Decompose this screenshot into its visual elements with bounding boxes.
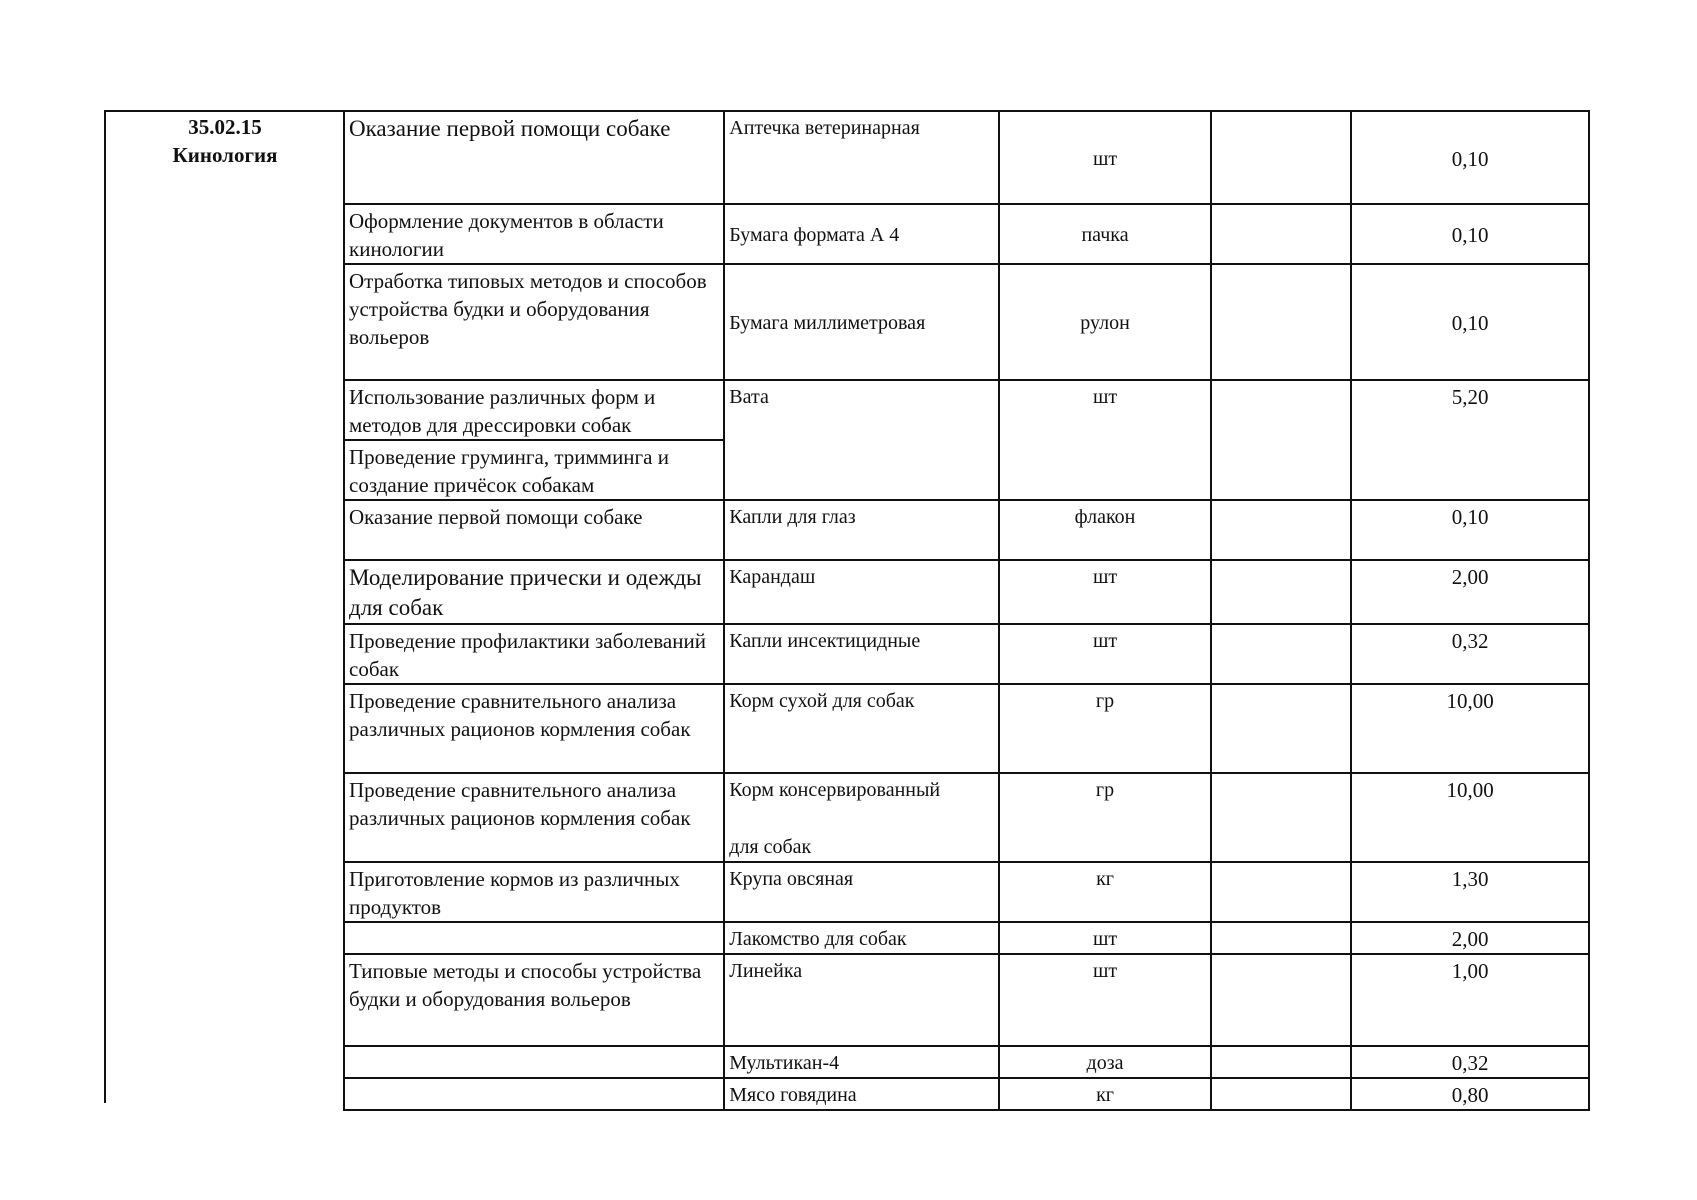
empty-cell	[1211, 264, 1352, 380]
table-row	[344, 684, 1589, 773]
activity-cell: Моделирование прически и одежды для собак	[344, 560, 724, 624]
unit-cell: доза	[999, 1046, 1210, 1078]
material-cell: Бумага формата А 4	[724, 204, 999, 264]
activity-cell: Приготовление кормов из различных продуктов	[344, 862, 724, 922]
unit-cell: флакон	[999, 500, 1210, 560]
table-row	[344, 954, 1589, 1046]
empty-cell	[1211, 954, 1352, 1046]
activity-cell: Отработка типовых методов и способов устройства будки и оборудования вольеров	[344, 264, 724, 380]
activity-cell: Типовые методы и способы устройства будки и оборудования вольеров	[344, 954, 724, 1046]
empty-cell	[1211, 684, 1352, 773]
empty-cell	[1211, 773, 1352, 862]
quantity-cell: 2,00	[1351, 922, 1589, 954]
material-cell: Мясо говядина	[724, 1078, 999, 1110]
material-cell: Бумага миллиметровая	[724, 264, 999, 380]
quantity-cell: 5,20	[1351, 380, 1589, 500]
specialty-cell	[106, 113, 344, 169]
specialty-code: 35.02.15	[188, 115, 262, 139]
material-cell: Крупа овсяная	[724, 862, 999, 922]
table-row	[344, 1046, 1589, 1078]
activity-cell: Проведение груминга, тримминга и создание причёсок собакам	[344, 440, 724, 500]
activity-cell: Проведение сравнительного анализа различных рационов кормления собак	[344, 773, 724, 862]
unit-cell: шт	[999, 380, 1210, 500]
unit-cell: пачка	[999, 204, 1210, 264]
quantity-cell: 0,80	[1351, 1078, 1589, 1110]
empty-cell	[1211, 862, 1352, 922]
table-row	[344, 773, 1589, 862]
table-row	[344, 500, 1589, 560]
material-cell: Корм сухой для собак	[724, 684, 999, 773]
activity-cell: Оказание первой помощи собаке	[344, 500, 724, 560]
quantity-cell: 2,00	[1351, 560, 1589, 624]
table-row	[344, 204, 1589, 264]
empty-cell	[1211, 1046, 1352, 1078]
quantity-cell: 0,10	[1351, 111, 1589, 204]
activity-cell: Проведение профилактики заболеваний собак	[344, 624, 724, 684]
material-cell: Карандаш	[724, 560, 999, 624]
material-cell: Аптечка ветеринарная	[724, 111, 999, 204]
material-line-2: для собак	[729, 836, 812, 858]
activity-cell	[344, 1078, 724, 1110]
unit-cell: шт	[999, 111, 1210, 204]
material-cell: Капли инсектицидные	[724, 624, 999, 684]
quantity-cell: 10,00	[1351, 773, 1589, 862]
quantity-cell: 1,00	[1351, 954, 1589, 1046]
unit-cell: кг	[999, 1078, 1210, 1110]
activity-cell: Использование различных форм и методов для дрессировки собак	[344, 380, 724, 440]
quantity-cell: 0,32	[1351, 624, 1589, 684]
activity-cell: Проведение сравнительного анализа различных рационов кормления собак	[344, 684, 724, 773]
empty-cell	[1211, 111, 1352, 204]
material-cell: Капли для глаз	[724, 500, 999, 560]
material-cell: Линейка	[724, 954, 999, 1046]
unit-cell: шт	[999, 922, 1210, 954]
table-row	[344, 111, 1589, 204]
table-row	[344, 624, 1589, 684]
unit-cell: шт	[999, 954, 1210, 1046]
empty-cell	[1211, 1078, 1352, 1110]
table-row	[344, 560, 1589, 624]
activity-cell: Оформление документов в области кинологии	[344, 204, 724, 264]
quantity-cell: 0,10	[1351, 500, 1589, 560]
unit-cell: рулон	[999, 264, 1210, 380]
table-row	[344, 862, 1589, 922]
table-row	[344, 264, 1589, 380]
empty-cell	[1211, 560, 1352, 624]
specialty-name: Кинология	[172, 143, 278, 167]
table-row	[344, 380, 1589, 440]
empty-cell	[1211, 380, 1352, 500]
quantity-cell: 0,10	[1351, 204, 1589, 264]
material-cell: Мультикан-4	[724, 1046, 999, 1078]
activity-cell	[344, 1046, 724, 1078]
empty-cell	[1211, 500, 1352, 560]
empty-cell	[1211, 204, 1352, 264]
unit-cell: гр	[999, 773, 1210, 862]
activity-cell: Оказание первой помощи собаке	[344, 111, 724, 204]
unit-cell: шт	[999, 624, 1210, 684]
empty-cell	[1211, 922, 1352, 954]
specialty-column-top-border	[104, 110, 344, 112]
table-row	[344, 1078, 1589, 1110]
quantity-cell: 0,10	[1351, 264, 1589, 380]
material-cell	[724, 773, 999, 862]
quantity-cell: 1,30	[1351, 862, 1589, 922]
unit-cell: кг	[999, 862, 1210, 922]
specialty-column-border	[104, 110, 106, 1103]
table-row	[344, 922, 1589, 954]
materials-table	[343, 110, 1590, 1111]
activity-cell	[344, 922, 724, 954]
material-cell: Вата	[724, 380, 999, 500]
material-line-1: Корм консервированный	[729, 779, 941, 801]
unit-cell: гр	[999, 684, 1210, 773]
quantity-cell: 0,32	[1351, 1046, 1589, 1078]
material-cell: Лакомство для собак	[724, 922, 999, 954]
quantity-cell: 10,00	[1351, 684, 1589, 773]
empty-cell	[1211, 624, 1352, 684]
unit-cell: шт	[999, 560, 1210, 624]
